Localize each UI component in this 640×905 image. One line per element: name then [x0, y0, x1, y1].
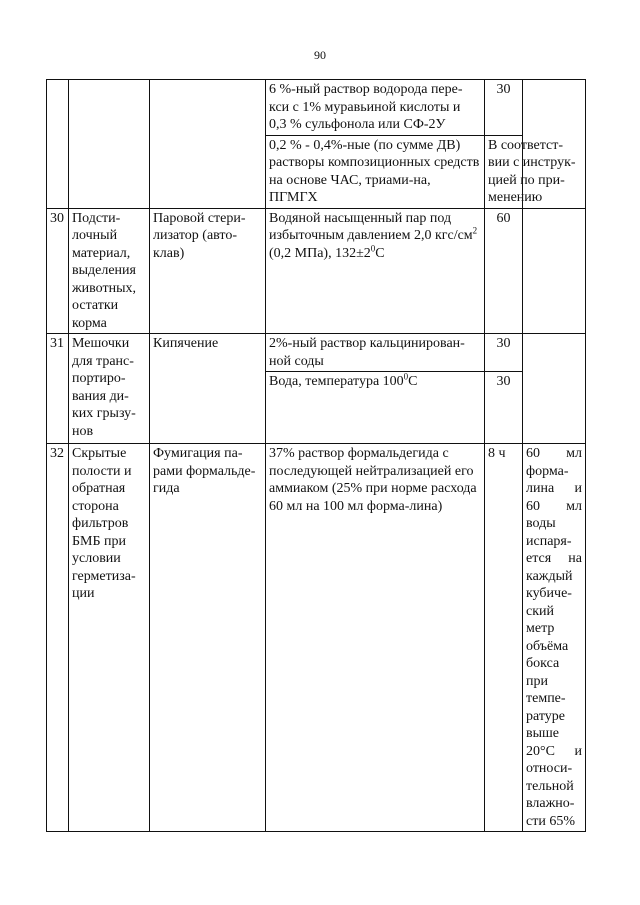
page-number: 90: [314, 48, 326, 62]
table-row: [47, 444, 586, 832]
disinfection-table: [46, 79, 586, 832]
exposure-cell: В соответст-вии с инструк-цией по при-менению: [485, 135, 586, 208]
superscript: 0: [403, 371, 409, 382]
agent-cell: 2%-ный раствор кальцинирован-ной соды: [266, 334, 485, 372]
table-row: [47, 334, 586, 372]
exposure-cell: 60: [485, 208, 523, 334]
agent-text: Водяной насыщенный пар под избыточным давлением 2,0 кгс/см: [269, 210, 473, 243]
table-row: [47, 208, 586, 334]
method-cell: Фумигация па-рами формальде-гида: [150, 444, 266, 832]
agent-cell: 6 %-ный раствор водорода пере-кси с 1% муравьиной кислоты и 0,3 % сульфонола или СФ-2У: [266, 80, 485, 136]
object-cell: [69, 80, 150, 209]
agent-text: (0,2 МПа), 132±2: [269, 245, 371, 261]
row-number: [47, 80, 69, 209]
row-number: 32: [47, 444, 69, 832]
object-cell: Скрытые полости и обратная сторона фильтров БМБ при условии герметиза-ции: [69, 444, 150, 832]
superscript: 2: [472, 225, 478, 236]
object-cell: Мешочки для транс-портиро-вания ди-ких грызу-нов: [69, 334, 150, 444]
norm-cell: [523, 208, 586, 334]
agent-cell: [266, 208, 485, 334]
norm-cell: 60 мл форма-лина и 60 мл воды испаря-ется на каждый кубиче-ский метр объёма бокса при темпе-ратуре выше 20°С и относи-тельной влажно-сти 65%: [523, 444, 586, 832]
row-number: 30: [47, 208, 69, 334]
agent-cell: 37% раствор формальдегида с последующей нейтрализацией его аммиаком (25% при норме расхода 60 мл на 100 мл форма-лина): [266, 444, 485, 832]
exposure-cell: 30: [485, 372, 523, 444]
agent-text: С: [408, 374, 418, 389]
superscript: 0: [370, 242, 376, 253]
method-cell: Паровой стери-лизатор (авто-клав): [150, 208, 266, 334]
agent-cell: [266, 372, 485, 444]
exposure-cell: 30: [485, 80, 523, 136]
agent-text: Вода, температура 100: [269, 374, 404, 389]
row-number: 31: [47, 334, 69, 444]
exposure-cell: 8 ч: [485, 444, 523, 832]
object-cell: Подсти-лочный материал, выделения животных, остатки корма: [69, 208, 150, 334]
agent-cell: 0,2 % - 0,4%-ные (по сумме ДВ) растворы композиционных средств на основе ЧАС, триами-на, ПГМГХ: [266, 135, 485, 208]
method-cell: [150, 80, 266, 209]
exposure-cell: 30: [485, 334, 523, 372]
agent-text: С: [375, 245, 385, 261]
table-row: [47, 80, 586, 136]
norm-cell: [523, 334, 586, 444]
method-cell: Кипячение: [150, 334, 266, 444]
